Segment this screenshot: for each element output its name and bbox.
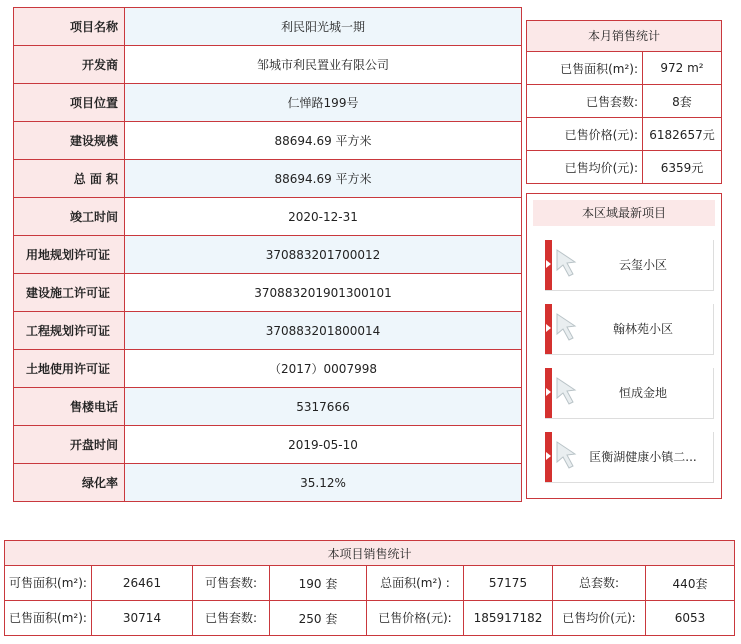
- info-row: [14, 236, 522, 274]
- info-row: [14, 46, 522, 84]
- info-value: 5317666: [125, 388, 522, 426]
- newest-projects-panel: [526, 193, 722, 499]
- red-marker-icon: [545, 432, 552, 482]
- info-label: 开发商: [14, 46, 125, 84]
- info-label: 绿化率: [14, 464, 125, 502]
- stat-label: 总面积(m²) :: [367, 566, 464, 601]
- project-name: 恒成金地: [618, 386, 667, 400]
- info-row: [14, 464, 522, 502]
- newest-projects-title: 本区域最新项目: [533, 200, 715, 226]
- monthly-label: 已售价格(元):: [527, 118, 643, 151]
- project-link[interactable]: [545, 240, 714, 291]
- info-value: 370883201700012: [125, 236, 522, 274]
- info-value: 370883201901300101: [125, 274, 522, 312]
- total-sales-row: [5, 601, 735, 636]
- info-row: [14, 274, 522, 312]
- info-value: 88694.69 平方米: [125, 122, 522, 160]
- info-row: [14, 160, 522, 198]
- stat-value: 185917182: [464, 601, 553, 636]
- info-value: 370883201800014: [125, 312, 522, 350]
- info-label: 工程规划许可证: [14, 312, 125, 350]
- monthly-sales-table: [527, 52, 721, 183]
- info-row: [14, 198, 522, 236]
- info-value: 2020-12-31: [125, 198, 522, 236]
- info-label: 竣工时间: [14, 198, 125, 236]
- monthly-value: 6359元: [660, 160, 704, 175]
- monthly-row: [527, 52, 721, 85]
- project-name: 云玺小区: [618, 258, 667, 272]
- total-sales-table: [4, 540, 735, 636]
- info-value: （2017）0007998: [125, 350, 522, 388]
- info-value: 利民阳光城一期: [125, 8, 522, 46]
- info-row: [14, 8, 522, 46]
- info-value: 邹城市利民置业有限公司: [125, 46, 522, 84]
- stat-value: 30714: [92, 601, 193, 636]
- total-sales-header-row: [5, 541, 735, 566]
- stat-value: 26461: [92, 566, 193, 601]
- project-name: 翰林苑小区: [612, 322, 673, 336]
- monthly-label: 已售套数:: [527, 85, 643, 118]
- info-value: 2019-05-10: [125, 426, 522, 464]
- info-label: 建设规模: [14, 122, 125, 160]
- monthly-sales-title: 本月销售统计: [527, 21, 721, 52]
- info-label: 项目位置: [14, 84, 125, 122]
- info-row: [14, 312, 522, 350]
- stat-label: 已售均价(元):: [553, 601, 646, 636]
- stat-label: 已售面积(m²):: [5, 601, 92, 636]
- monthly-value: 972 m²: [643, 52, 722, 85]
- info-label: 总 面 积: [14, 160, 125, 198]
- monthly-label: 已售均价(元):: [527, 151, 643, 184]
- stat-value: 250 套: [270, 601, 367, 636]
- stat-label: 已售套数:: [193, 601, 270, 636]
- monthly-value: 6182657元: [643, 118, 722, 151]
- stat-value: 57175: [464, 566, 553, 601]
- monthly-row: [527, 85, 721, 118]
- info-row: [14, 350, 522, 388]
- stat-label: 可售套数:: [193, 566, 270, 601]
- project-info-table: [13, 7, 522, 502]
- info-label: 项目名称: [14, 8, 125, 46]
- info-row: [14, 388, 522, 426]
- info-value: 35.12%: [125, 464, 522, 502]
- total-sales-title: 本项目销售统计: [5, 541, 735, 566]
- stat-label: 可售面积(m²):: [5, 566, 92, 601]
- red-marker-icon: [545, 304, 552, 354]
- monthly-value: 8套: [643, 85, 722, 118]
- info-label: 开盘时间: [14, 426, 125, 464]
- info-row: [14, 84, 522, 122]
- red-marker-icon: [545, 368, 552, 418]
- stat-value: 190 套: [270, 566, 367, 601]
- monthly-row: [527, 151, 721, 184]
- monthly-row: [527, 118, 721, 151]
- stat-label: 总套数:: [553, 566, 646, 601]
- project-link[interactable]: [545, 368, 714, 419]
- stat-value: 6053: [646, 601, 735, 636]
- monthly-sales-panel: [526, 20, 722, 184]
- project-link[interactable]: [545, 432, 714, 483]
- info-row: [14, 426, 522, 464]
- stat-value: 440套: [646, 566, 735, 601]
- info-label: 用地规划许可证: [14, 236, 125, 274]
- monthly-label: 已售面积(m²):: [527, 52, 643, 85]
- info-label: 建设施工许可证: [14, 274, 125, 312]
- stat-label: 已售价格(元):: [367, 601, 464, 636]
- info-row: [14, 122, 522, 160]
- info-label: 售楼电话: [14, 388, 125, 426]
- info-label: 土地使用许可证: [14, 350, 125, 388]
- info-value: 仁惮路199号: [125, 84, 522, 122]
- total-sales-row: [5, 566, 735, 601]
- project-link[interactable]: [545, 304, 714, 355]
- red-marker-icon: [545, 240, 552, 290]
- project-name: 匡衡湖健康小镇二...: [589, 450, 697, 464]
- info-value: 88694.69 平方米: [125, 160, 522, 198]
